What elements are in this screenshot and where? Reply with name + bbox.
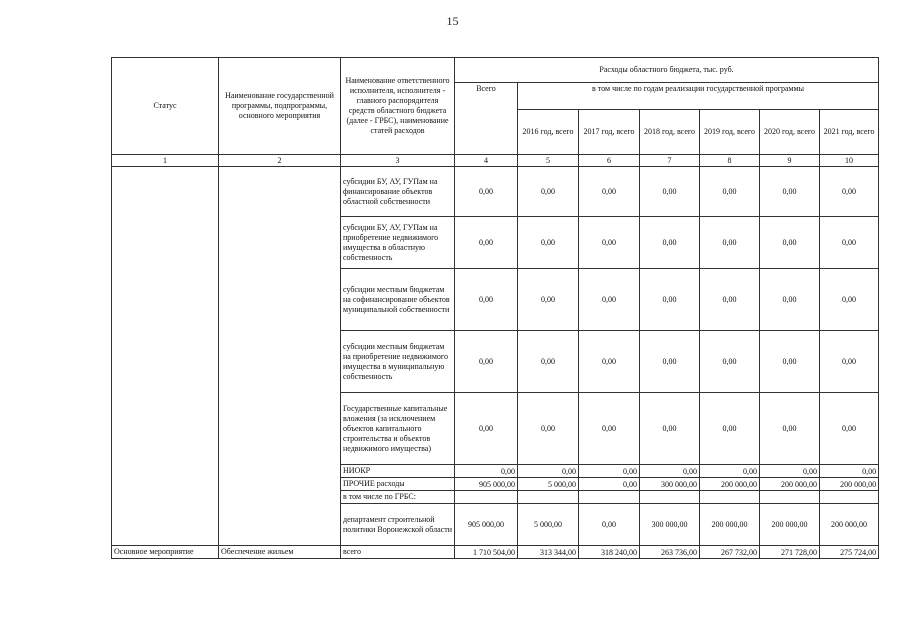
- year-value: 0,00: [579, 393, 640, 465]
- year-value: 0,00: [700, 167, 760, 217]
- header-executor: Наименование ответственного исполнителя, исполнителя - главного распорядителя средств областного бюджета (далее - ГРБС), наименование статей расходов: [341, 58, 455, 155]
- column-number: 2: [219, 155, 341, 167]
- year-value: 0,00: [700, 269, 760, 331]
- total-value: 0,00: [455, 465, 518, 478]
- column-number: 8: [700, 155, 760, 167]
- empty-cell: [760, 491, 820, 504]
- year-value: 0,00: [640, 167, 700, 217]
- empty-cell: [640, 491, 700, 504]
- header-year-2020: 2020 год, всего: [760, 110, 820, 155]
- year-value: 0,00: [700, 217, 760, 269]
- year-value: 267 732,00: [700, 546, 760, 559]
- year-value: 0,00: [820, 269, 879, 331]
- year-value: 275 724,00: [820, 546, 879, 559]
- expense-item-label: субсидии БУ, АУ, ГУПам на приобретение недвижимого имущества в областную собственность: [341, 217, 455, 269]
- expense-item-label: субсидии местным бюджетам на софинансирование объектов муниципальной собственности: [341, 269, 455, 331]
- year-value: 300 000,00: [640, 478, 700, 491]
- year-value: 0,00: [640, 393, 700, 465]
- year-value: 0,00: [579, 167, 640, 217]
- budget-table: [111, 57, 879, 559]
- header-year-2018: 2018 год, всего: [640, 110, 700, 155]
- expense-item-label: субсидии местным бюджетам на приобретение недвижимого имущества в муниципальную собственность: [341, 331, 455, 393]
- expense-item-label: в том числе по ГРБС:: [341, 491, 455, 504]
- year-value: 0,00: [518, 465, 579, 478]
- total-value: 0,00: [455, 393, 518, 465]
- expense-item-label: НИОКР: [341, 465, 455, 478]
- page-number: 15: [446, 14, 459, 28]
- column-number: 9: [760, 155, 820, 167]
- year-value: 313 344,00: [518, 546, 579, 559]
- year-value: 0,00: [579, 478, 640, 491]
- header-year-2019: 2019 год, всего: [700, 110, 760, 155]
- total-value: 905 000,00: [455, 478, 518, 491]
- total-value: 0,00: [455, 269, 518, 331]
- year-value: 0,00: [760, 465, 820, 478]
- year-value: 0,00: [579, 465, 640, 478]
- expense-item-label: ПРОЧИЕ расходы: [341, 478, 455, 491]
- header-row-1: [112, 58, 879, 83]
- year-value: 200 000,00: [760, 478, 820, 491]
- year-value: 271 728,00: [760, 546, 820, 559]
- empty-cell: [700, 491, 760, 504]
- expense-item-label: департамент строительной политики Воронежской области: [341, 504, 455, 546]
- column-number-row: [112, 155, 879, 167]
- year-value: 0,00: [518, 331, 579, 393]
- year-value: 0,00: [579, 217, 640, 269]
- header-year-2017: 2017 год, всего: [579, 110, 640, 155]
- year-value: 263 736,00: [640, 546, 700, 559]
- total-value: 0,00: [455, 331, 518, 393]
- header-by-years: в том числе по годам реализации государственной программы: [518, 83, 879, 110]
- header-status: Статус: [112, 58, 219, 155]
- main-activity-row: [112, 546, 879, 559]
- year-value: 0,00: [760, 331, 820, 393]
- year-value: 0,00: [820, 331, 879, 393]
- year-value: 0,00: [700, 393, 760, 465]
- year-value: 5 000,00: [518, 478, 579, 491]
- header-program-name: Наименование государственной программы, подпрограммы, основного мероприятия: [219, 58, 341, 155]
- column-number: 7: [640, 155, 700, 167]
- main-activity-status: Основное мероприятие: [112, 546, 219, 559]
- column-number: 4: [455, 155, 518, 167]
- year-value: 0,00: [518, 393, 579, 465]
- header-year-2021: 2021 год, всего: [820, 110, 879, 155]
- column-number: 5: [518, 155, 579, 167]
- year-value: 0,00: [760, 269, 820, 331]
- table-row: [112, 167, 879, 217]
- year-value: 0,00: [640, 465, 700, 478]
- column-number: 10: [820, 155, 879, 167]
- main-activity-name: Обеспечение жильем: [219, 546, 341, 559]
- main-activity-label: всего: [341, 546, 455, 559]
- year-value: 0,00: [820, 217, 879, 269]
- status-cell-empty: [112, 167, 219, 546]
- year-value: 0,00: [518, 167, 579, 217]
- year-value: 0,00: [820, 393, 879, 465]
- year-value: 0,00: [640, 269, 700, 331]
- year-value: 318 240,00: [579, 546, 640, 559]
- year-value: 200 000,00: [700, 504, 760, 546]
- year-value: 5 000,00: [518, 504, 579, 546]
- empty-cell: [579, 491, 640, 504]
- year-value: 300 000,00: [640, 504, 700, 546]
- expense-item-label: Государственные капитальные вложения (за исключением объектов капитального строительства и объектов недвижимого имущества): [341, 393, 455, 465]
- year-value: 0,00: [579, 504, 640, 546]
- year-value: 200 000,00: [820, 478, 879, 491]
- year-value: 0,00: [518, 269, 579, 331]
- year-value: 200 000,00: [760, 504, 820, 546]
- empty-cell: [455, 491, 518, 504]
- expense-item-label: субсидии БУ, АУ, ГУПам на финансирование объектов областной собственности: [341, 167, 455, 217]
- header-total: Всего: [455, 83, 518, 155]
- column-number: 6: [579, 155, 640, 167]
- column-number: 3: [341, 155, 455, 167]
- year-value: 0,00: [820, 167, 879, 217]
- header-expenses: Расходы областного бюджета, тыс. руб.: [455, 58, 879, 83]
- year-value: 0,00: [700, 331, 760, 393]
- year-value: 0,00: [579, 269, 640, 331]
- total-value: 905 000,00: [455, 504, 518, 546]
- year-value: 0,00: [760, 393, 820, 465]
- year-value: 0,00: [760, 167, 820, 217]
- total-value: 1 710 504,00: [455, 546, 518, 559]
- total-value: 0,00: [455, 167, 518, 217]
- year-value: 0,00: [640, 217, 700, 269]
- year-value: 200 000,00: [700, 478, 760, 491]
- empty-cell: [820, 491, 879, 504]
- empty-cell: [518, 491, 579, 504]
- year-value: 0,00: [579, 331, 640, 393]
- program-name-cell-empty: [219, 167, 341, 546]
- year-value: 0,00: [820, 465, 879, 478]
- total-value: 0,00: [455, 217, 518, 269]
- year-value: 0,00: [518, 217, 579, 269]
- year-value: 0,00: [700, 465, 760, 478]
- column-number: 1: [112, 155, 219, 167]
- year-value: 200 000,00: [820, 504, 879, 546]
- year-value: 0,00: [760, 217, 820, 269]
- year-value: 0,00: [640, 331, 700, 393]
- header-year-2016: 2016 год, всего: [518, 110, 579, 155]
